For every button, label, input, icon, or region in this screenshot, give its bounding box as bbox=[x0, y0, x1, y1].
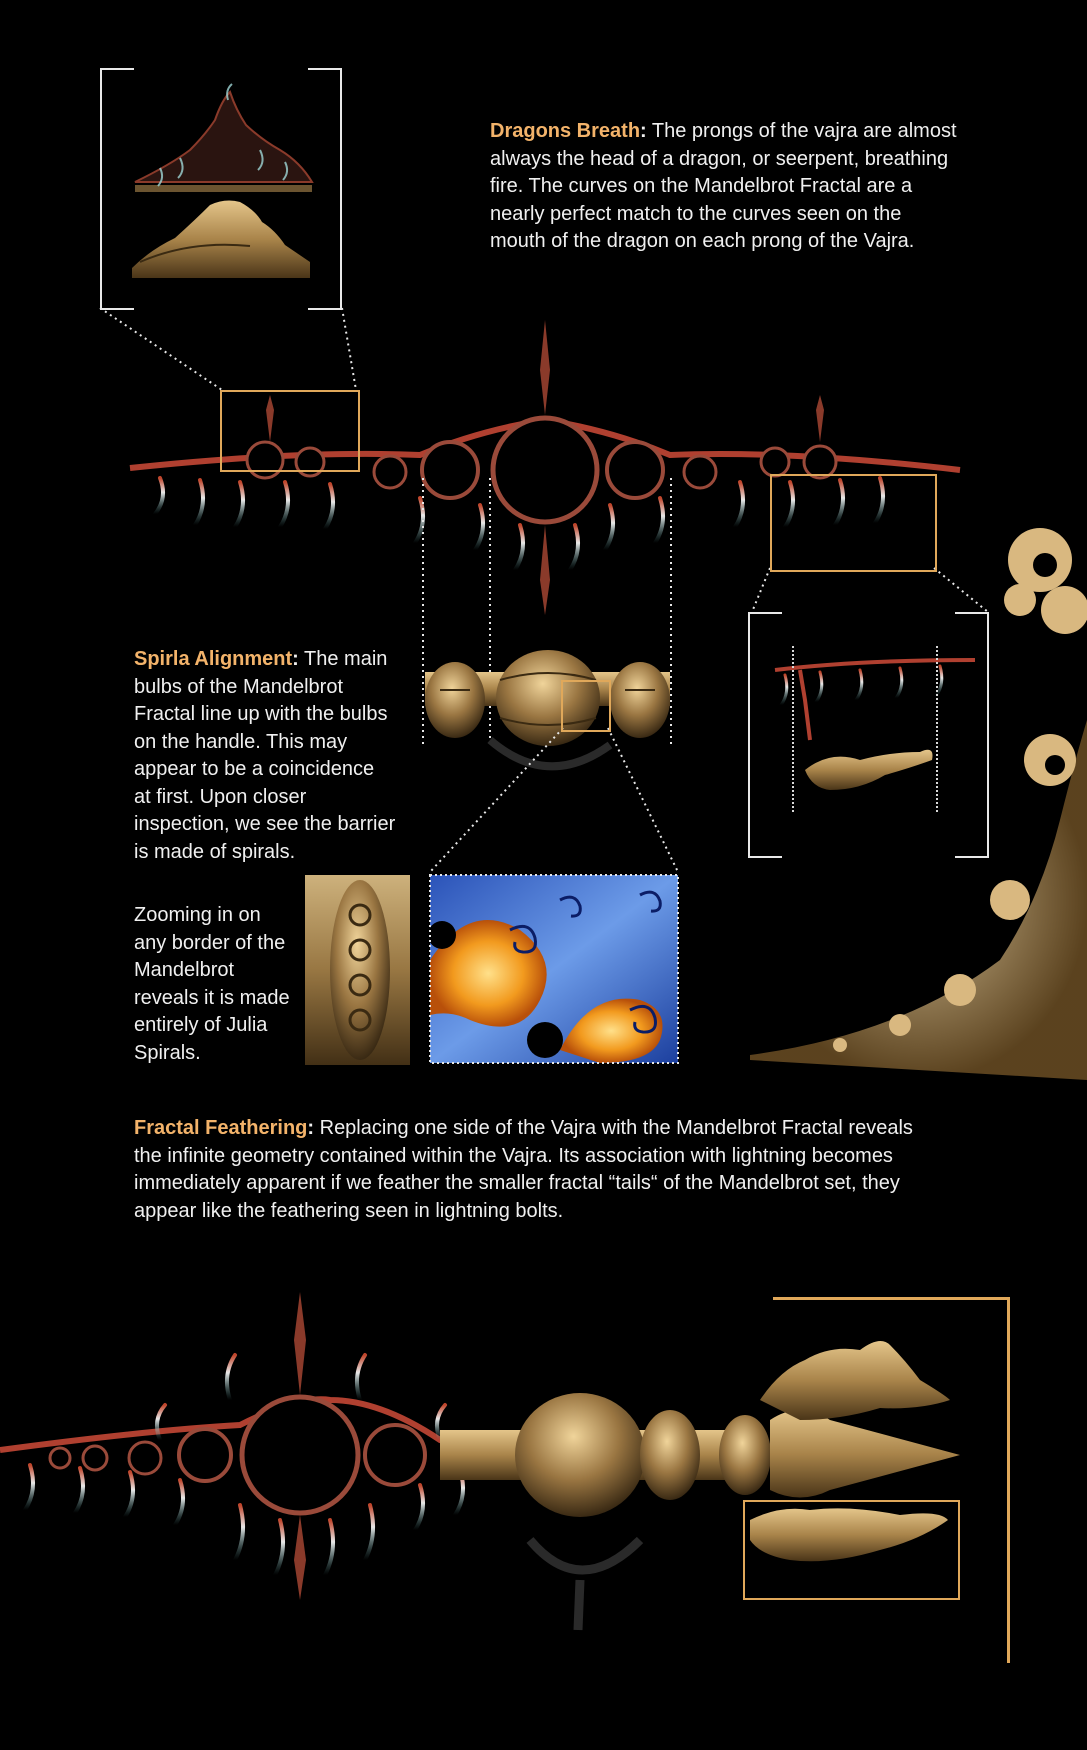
fractal-feathering-body: Replacing one side of the Vajra with the Mandelbrot Fractal reveals the infinite geometry contained within the Vajra. Its association with lightning becomes immediately apparent if we feather the smaller fractal “tails“ of the Mandelbrot set, they appear like the feathering seen in lightning bolts. bbox=[134, 1117, 913, 1222]
zoom-julia-text: Zooming in on any border of the Mandelbrot reveals it is made entirely of Julia Spirals. bbox=[134, 904, 290, 1064]
gold-box-left-crest bbox=[220, 390, 360, 472]
spiral-alignment-text bbox=[134, 646, 396, 866]
spiral-alignment-sep: : bbox=[292, 648, 299, 670]
dragons-breath-sep: : bbox=[640, 120, 647, 142]
fractal-feathering-text bbox=[134, 1115, 934, 1225]
dragons-breath-title: Dragons Breath bbox=[490, 120, 641, 142]
julia-spiral-zoom bbox=[428, 875, 678, 1063]
right-panel-dotted-line-left bbox=[792, 646, 794, 812]
fractal-feathering-title: Fractal Feathering bbox=[134, 1117, 308, 1139]
gold-box-bottom-dragon bbox=[743, 1500, 960, 1600]
right-edge-golden-mandelbrot bbox=[750, 528, 1087, 1080]
right-panel-dotted-line-right bbox=[936, 646, 938, 812]
spiral-alignment-body: The main bulbs of the Mandelbrot Fractal line up with the bulbs on the handle. This may appear to be a coincidence at first. Upon closer inspection, we see the barrier is made of spirals. bbox=[134, 648, 396, 863]
bottom-gold-bracket-side bbox=[1007, 1297, 1010, 1663]
bottom-gold-bracket-top bbox=[773, 1297, 1009, 1300]
panel-fractal-crest bbox=[135, 84, 312, 192]
gold-box-right-crest bbox=[770, 474, 937, 572]
gold-box-handle-detail bbox=[561, 680, 611, 732]
bottom-mandelbrot-fractal bbox=[0, 1292, 520, 1600]
dragon-panel-left-bracket bbox=[100, 68, 134, 310]
right-panel-fractal-dragon bbox=[775, 660, 975, 790]
panel-bronze-dragon-head bbox=[132, 201, 310, 278]
dragons-breath-text bbox=[490, 118, 960, 256]
right-panel-right-bracket bbox=[955, 612, 989, 858]
fractal-feathering-sep: : bbox=[307, 1117, 315, 1139]
dragons-breath-body: The prongs of the vajra are almost always the head of a dragon, or seerpent, breathing fire. The curves on the Mandelbrot Fractal are a nearly perfect match to the curves seen on the mouth of the dragon on each prong of the Vajra. bbox=[490, 120, 957, 252]
right-panel-left-bracket bbox=[748, 612, 782, 858]
dragon-panel-right-bracket bbox=[308, 68, 342, 310]
handle-closeup bbox=[305, 875, 410, 1065]
spiral-alignment-title: Spirla Alignment bbox=[134, 648, 293, 670]
vajra-handle bbox=[425, 650, 670, 766]
